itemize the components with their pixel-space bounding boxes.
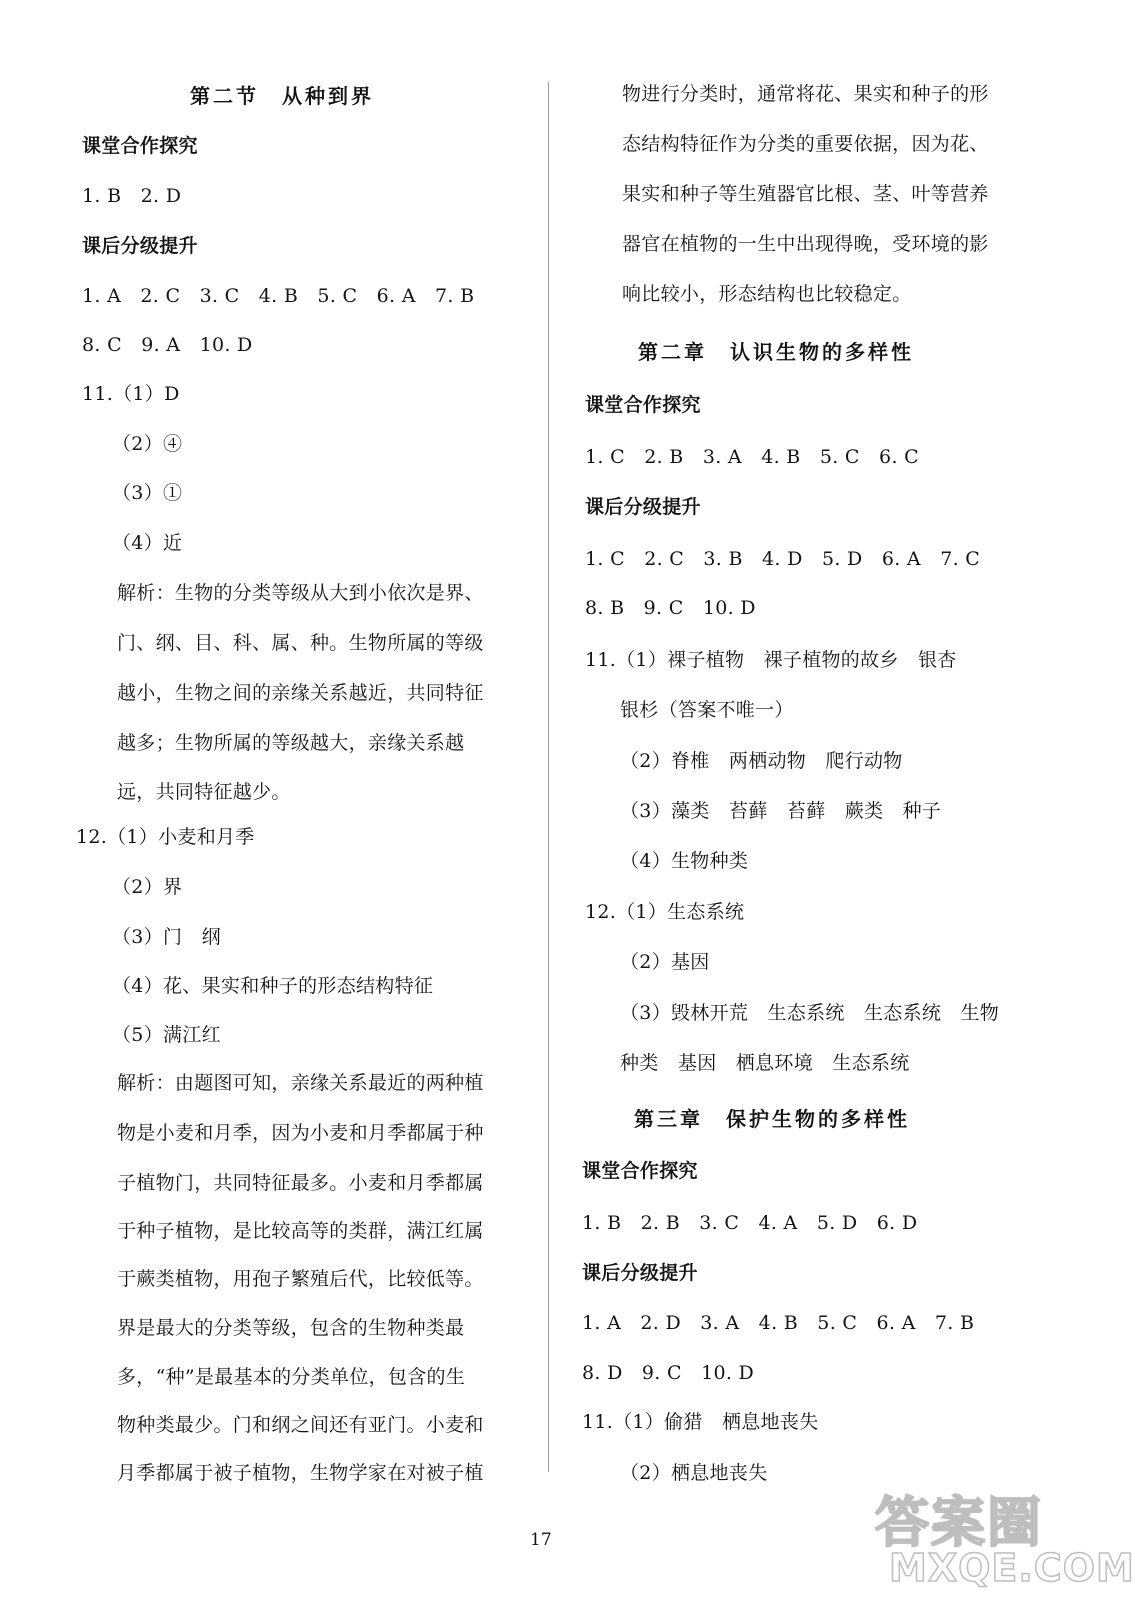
section-title: 第二节 从种到界 — [190, 84, 374, 108]
answer-line: 8. D 9. C 10. D — [582, 1362, 755, 1384]
explanation-line: 解析：由题图可知，亲缘关系最近的两种植 — [117, 1072, 484, 1094]
explanation-line: 果实和种子等生殖器官比根、茎、叶等营养 — [622, 183, 989, 205]
column-divider — [548, 82, 549, 1472]
chapter-title: 第二章 认识生物的多样性 — [638, 340, 914, 364]
answer-line: （5）满江红 — [112, 1024, 221, 1046]
answer-line: 8. C 9. A 10. D — [82, 334, 253, 356]
subsection-heading: 课后分级提升 — [582, 1262, 698, 1284]
explanation-line: 多，“种”是最基本的分类单位，包含的生 — [117, 1366, 466, 1388]
answer-line: 11.（1）偷猎 栖息地丧失 — [582, 1411, 819, 1433]
answer-line: 11.（1）D — [82, 383, 180, 405]
answer-line: （2）脊椎 两栖动物 爬行动物 — [620, 750, 903, 772]
subsection-heading: 课堂合作探究 — [82, 135, 198, 157]
watermark-url: MXQE.COM — [889, 1546, 1135, 1590]
explanation-line: 态结构特征作为分类的重要依据，因为花、 — [622, 133, 989, 155]
answer-line: 1. C 2. B 3. A 4. B 5. C 6. C — [585, 446, 919, 468]
explanation-line: 子植物门，共同特征最多。小麦和月季都属 — [117, 1172, 484, 1194]
answer-line: 1. C 2. C 3. B 4. D 5. D 6. A 7. C — [585, 548, 981, 570]
answer-line: 1. A 2. C 3. C 4. B 5. C 6. A 7. B — [82, 285, 475, 307]
chapter-title: 第三章 保护生物的多样性 — [634, 1107, 910, 1131]
answer-line: 1. B 2. D — [82, 185, 182, 207]
explanation-line: 物种类最少。门和纲之间还有亚门。小麦和 — [117, 1414, 484, 1436]
answer-line: （3）毁林开荒 生态系统 生态系统 生物 — [620, 1002, 1000, 1024]
subsection-heading: 课堂合作探究 — [582, 1160, 698, 1182]
page-number: 17 — [530, 1530, 552, 1550]
answer-line: （3）① — [112, 482, 183, 504]
answer-line: （2）基因 — [620, 951, 710, 973]
explanation-line: 于蕨类植物，用孢子繁殖后代，比较低等。 — [117, 1268, 484, 1290]
explanation-line: 物是小麦和月季，因为小麦和月季都属于种 — [117, 1122, 484, 1144]
explanation-line: 越多；生物所属的等级越大，亲缘关系越 — [117, 732, 465, 754]
subsection-heading: 课后分级提升 — [82, 235, 198, 257]
explanation-line: 门、纲、目、科、属、种。生物所属的等级 — [117, 632, 484, 654]
answer-line: 1. A 2. D 3. A 4. B 5. C 6. A 7. B — [582, 1312, 975, 1334]
explanation-line: 于种子植物，是比较高等的类群，满江红属 — [117, 1220, 484, 1242]
explanation-line: 月季都属于被子植物，生物学家在对被子植 — [117, 1462, 484, 1484]
answer-line: 11.（1）裸子植物 裸子植物的故乡 银杏 — [585, 649, 957, 671]
answer-line: （4）生物种类 — [620, 850, 749, 872]
answer-line: 8. B 9. C 10. D — [585, 597, 756, 619]
explanation-line: 解析：生物的分类等级从大到小依次是界、 — [117, 582, 484, 604]
answer-line: 12.（1）生态系统 — [585, 901, 745, 923]
explanation-line: 界是最大的分类等级，包含的生物种类最 — [117, 1317, 465, 1339]
explanation-line: 远，共同特征越少。 — [117, 781, 291, 803]
answer-line: 银杉（答案不唯一） — [620, 699, 794, 721]
subsection-heading: 课后分级提升 — [585, 496, 701, 518]
explanation-line: 器官在植物的一生中出现得晚，受环境的影 — [622, 233, 989, 255]
answer-line: 1. B 2. B 3. C 4. A 5. D 6. D — [582, 1212, 918, 1234]
watermark-text: 答案圈 — [875, 1491, 1043, 1554]
answer-line: 种类 基因 栖息环境 生态系统 — [620, 1052, 910, 1074]
answer-line: （2）④ — [112, 433, 183, 455]
answer-line: （4）花、果实和种子的形态结构特征 — [112, 975, 434, 997]
answer-line: （3）藻类 苔藓 苔藓 蕨类 种子 — [620, 800, 942, 822]
answer-line: （2）栖息地丧失 — [620, 1462, 768, 1484]
subsection-heading: 课堂合作探究 — [585, 394, 701, 416]
watermark-logo — [865, 1476, 1135, 1596]
answer-line: （2）界 — [112, 876, 183, 898]
answer-line: 12.（1）小麦和月季 — [76, 826, 255, 848]
answer-line: （3）门 纲 — [112, 926, 221, 948]
answer-line: （4）近 — [112, 532, 183, 554]
explanation-line: 越小，生物之间的亲缘关系越近，共同特征 — [117, 682, 484, 704]
explanation-line: 响比较小，形态结构也比较稳定。 — [622, 283, 912, 305]
explanation-line: 物进行分类时，通常将花、果实和种子的形 — [622, 83, 989, 105]
